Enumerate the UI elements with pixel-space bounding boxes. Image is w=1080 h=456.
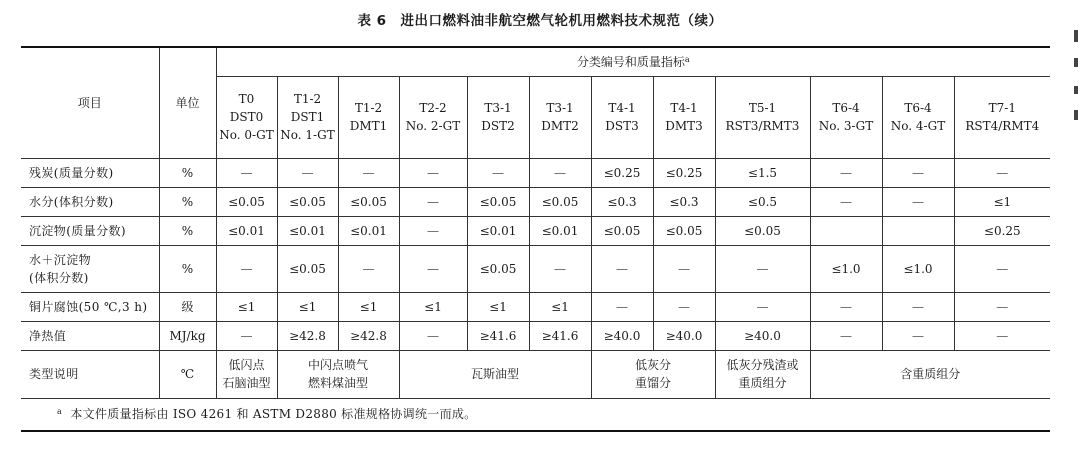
row-unit: %: [159, 187, 216, 216]
table-cell: ≤0.25: [591, 158, 653, 187]
type-group-heavy-component: 含重质组分: [810, 350, 1050, 398]
table-cell: ≤0.05: [216, 187, 277, 216]
type-row-unit: ℃: [159, 350, 216, 398]
header-row-group: [21, 47, 1050, 76]
table-cell: [882, 216, 954, 245]
header-group-label: 分类编号和质量指标: [576, 54, 685, 69]
table-cell: —: [954, 321, 1050, 350]
table-cell: ≤0.05: [591, 216, 653, 245]
table-cell: ≥41.6: [529, 321, 591, 350]
table-cell: —: [216, 321, 277, 350]
table-row: [21, 245, 1050, 292]
table-row: [21, 216, 1050, 245]
edge-mark: [1074, 30, 1078, 42]
table-cell: —: [216, 158, 277, 187]
column-header: T5-1 RST3/RMT3: [715, 76, 810, 158]
table-cell: —: [810, 187, 882, 216]
row-unit: %: [159, 245, 216, 292]
table-cell: —: [882, 321, 954, 350]
table-cell: ≥40.0: [715, 321, 810, 350]
column-header: T6-4 No. 4-GT: [882, 76, 954, 158]
table-cell: —: [715, 245, 810, 292]
table-cell: ≤0.3: [653, 187, 715, 216]
header-group: [216, 47, 1050, 76]
table-cell: —: [338, 245, 399, 292]
table-cell: —: [882, 158, 954, 187]
table-cell: ≤0.01: [277, 216, 338, 245]
row-unit: MJ/kg: [159, 321, 216, 350]
table-cell: —: [529, 158, 591, 187]
table-cell: —: [399, 187, 467, 216]
table-cell: —: [591, 245, 653, 292]
table-cell: —: [338, 158, 399, 187]
row-unit: %: [159, 216, 216, 245]
table-cell: ≤1.5: [715, 158, 810, 187]
table-cell: —: [954, 245, 1050, 292]
table-cell: ≤0.05: [715, 216, 810, 245]
table-cell: ≤0.5: [715, 187, 810, 216]
edge-mark: [1074, 110, 1078, 120]
table-cell: ≥42.8: [277, 321, 338, 350]
type-group-mid-flash-kerosene: 中闪点喷气 燃料煤油型: [277, 350, 399, 398]
table-cell: —: [810, 158, 882, 187]
row-label: 沉淀物(质量分数): [21, 216, 159, 245]
edge-mark: [1074, 86, 1078, 94]
table-cell: ≥41.6: [467, 321, 529, 350]
table-title: 表 6 进出口燃料油非航空燃气轮机用燃料技术规范（续）: [357, 13, 723, 29]
table-cell: —: [653, 245, 715, 292]
row-label: 残炭(质量分数): [21, 158, 159, 187]
type-row-label: 类型说明: [21, 350, 159, 398]
column-header: T7-1 RST4/RMT4: [954, 76, 1050, 158]
column-header: T4-1 DST3: [591, 76, 653, 158]
table-cell: —: [810, 292, 882, 321]
type-group-low-flash-naphtha: 低闪点 石脑油型: [216, 350, 277, 398]
header-unit: 单位: [159, 47, 216, 158]
column-header: T2-2 No. 2-GT: [399, 76, 467, 158]
table-cell: —: [810, 321, 882, 350]
column-header: T0 DST0 No. 0-GT: [216, 76, 277, 158]
type-group-low-ash-heavy-distillate: 低灰分 重馏分: [591, 350, 715, 398]
table-cell: ≤0.25: [954, 216, 1050, 245]
column-header: T3-1 DMT2: [529, 76, 591, 158]
table-cell: —: [653, 292, 715, 321]
table-cell: ≤1: [954, 187, 1050, 216]
table-cell: ≤0.05: [653, 216, 715, 245]
column-header: T4-1 DMT3: [653, 76, 715, 158]
table-cell: ≤0.05: [467, 187, 529, 216]
table-cell: ≤1: [277, 292, 338, 321]
table-cell: ≤1: [399, 292, 467, 321]
table-cell: ≤0.05: [529, 187, 591, 216]
table-cell: —: [399, 216, 467, 245]
column-header: T1-2 DST1 No. 1-GT: [277, 76, 338, 158]
table-cell: —: [277, 158, 338, 187]
type-group-low-ash-residual: 低灰分残渣或 重质组分: [715, 350, 810, 398]
edge-mark: [1074, 58, 1078, 67]
table-cell: —: [399, 321, 467, 350]
page-edge-marks: [1068, 0, 1080, 456]
table-row: [21, 292, 1050, 321]
table-cell: ≤1: [216, 292, 277, 321]
row-unit: %: [159, 158, 216, 187]
table-cell: —: [529, 245, 591, 292]
footnote-row: [21, 398, 1050, 431]
table-cell: ≤0.3: [591, 187, 653, 216]
column-header: T3-1 DST2: [467, 76, 529, 158]
footnote-text: 本文件质量指标由 ISO 4261 和 ASTM D2880 标准规格协调统一而成。: [70, 407, 477, 422]
table-cell: —: [591, 292, 653, 321]
type-row: [21, 350, 1050, 398]
table-cell: ≤0.01: [467, 216, 529, 245]
table-cell: —: [216, 245, 277, 292]
row-label: 铜片腐蚀(50 ℃,3 h): [21, 292, 159, 321]
table-cell: —: [954, 158, 1050, 187]
header-item: 项目: [21, 47, 159, 158]
table-cell: ≤1.0: [810, 245, 882, 292]
table-cell: ≤0.05: [277, 187, 338, 216]
table-cell: —: [882, 187, 954, 216]
table-cell: ≤0.05: [277, 245, 338, 292]
data-rows: [21, 158, 1050, 350]
table-cell: ≤0.05: [467, 245, 529, 292]
row-label: 净热值: [21, 321, 159, 350]
table-cell: —: [399, 245, 467, 292]
table-cell: —: [467, 158, 529, 187]
table-cell: ≤0.01: [216, 216, 277, 245]
table-cell: ≤1.0: [882, 245, 954, 292]
table-cell: ≥40.0: [653, 321, 715, 350]
table-cell: ≥40.0: [591, 321, 653, 350]
footnote-mark: a: [57, 407, 63, 417]
footnote: [21, 398, 1050, 431]
row-unit: 级: [159, 292, 216, 321]
table-cell: ≤0.01: [529, 216, 591, 245]
header-group-footnote-mark: a: [684, 54, 690, 64]
row-label: 水＋沉淀物 (体积分数): [21, 245, 159, 292]
type-group-gas-oil: 瓦斯油型: [399, 350, 591, 398]
table-cell: ≤0.25: [653, 158, 715, 187]
row-label: 水分(体积分数): [21, 187, 159, 216]
table-cell: ≤0.05: [338, 187, 399, 216]
column-header: T6-4 No. 3-GT: [810, 76, 882, 158]
column-header: T1-2 DMT1: [338, 76, 399, 158]
fuel-spec-table: [21, 46, 1050, 432]
table-row: [21, 158, 1050, 187]
table-cell: ≤1: [467, 292, 529, 321]
table-cell: —: [715, 292, 810, 321]
table-cell: ≤0.01: [338, 216, 399, 245]
table-cell: ≤1: [529, 292, 591, 321]
table-cell: ≤1: [338, 292, 399, 321]
table-cell: ≥42.8: [338, 321, 399, 350]
table-cell: —: [954, 292, 1050, 321]
table-row: [21, 187, 1050, 216]
table-cell: —: [882, 292, 954, 321]
table-cell: [810, 216, 882, 245]
table-row: [21, 321, 1050, 350]
table-cell: —: [399, 158, 467, 187]
